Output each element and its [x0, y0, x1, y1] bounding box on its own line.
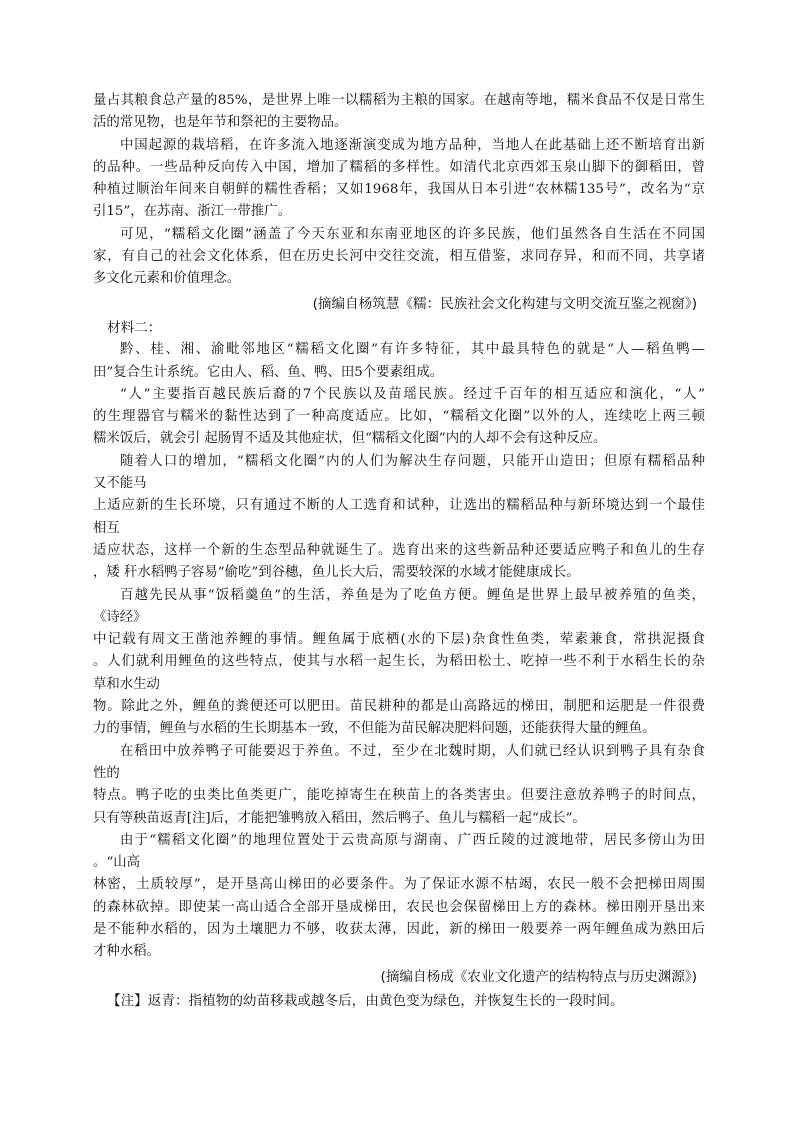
text-line: 的森林砍掉。即使某一高山适合全部开垦成梯田，农民也会保留梯田上方的森林。梯田刚开垦出来	[93, 899, 705, 915]
text-line: ，矮 秆水稻鸭子容易“偷吃”到谷穗，鱼儿长大后，需要较深的水域才能健康成长。	[93, 565, 580, 581]
document-body	[93, 90, 705, 1012]
text-line: 的生理器官与糯米的黏性达到了一种高度适应。比如，“糯稻文化圈”以外的人，连续吃上两三顿	[93, 409, 705, 425]
text-line: 多文化元素和价值理念。	[93, 271, 241, 287]
text-line: 随着人口的增加，“糯稻文化圈”内的人们为解决生存问题，只能开山造田；但原有糯稻品种	[120, 453, 705, 469]
text-line: 是不能种水稻的，因为土壤肥力不够，收获太薄，因此，新的梯田一般要养一两年鲤鱼成为熟田后	[93, 921, 705, 937]
text-line: 林密，土质较厚”，是开垦高山梯田的必要条件。为了保证水源不枯竭，农民一般不会把梯田周围	[93, 877, 705, 893]
text-line: (摘编自杨筑慧《糯：民族社会文化构建与文明交流互鉴之视窗》)	[312, 295, 697, 312]
text-line: 在稻田中放养鸭子可能要迟于养鱼。不过，至少在北魏时期，人们就已经认识到鸭子具有杂食	[120, 743, 705, 759]
text-line: 中国起源的栽培稻，在许多流入地逐渐演变成为地方品种，当地人在此基础上还不断培育出新	[120, 137, 705, 153]
text-line: 相互	[93, 520, 120, 536]
text-line: 草和水生动	[93, 676, 160, 692]
text-line: 适应状态，这样一个新的生态型品种就诞生了。选育出来的这些新品种还要适应鸭子和鱼儿的生存	[93, 542, 705, 558]
text-line: 由于“糯稻文化圈”的地理位置处于云贵高原与湖南、广西丘陵的过渡地带，居民多傍山为田	[120, 832, 705, 848]
text-line: 。人们就利用鲤鱼的这些特点，使其与水稻一起生长，为稻田松土、吃掉一些不利于水稻生长的杂	[93, 654, 705, 670]
text-line: 力的事情，鲤鱼与水稻的生长期基本一致，不但能为苗民解决肥料问题，还能获得大量的鲤鱼。	[93, 721, 656, 737]
text-line: 上适应新的生长环境，只有通过不断的人工选育和试种，让选出的糯稻品种与新环境达到一个最佳	[93, 498, 705, 514]
text-line: 才种水稻。	[93, 944, 160, 960]
text-line: 只有等秧苗返青[注]后，才能把雏鸭放入稻田，然后鸭子、鱼儿与糯稻一起“成长”。	[93, 810, 586, 826]
text-line: “人”主要指百越民族后裔的7个民族以及苗瑶民族。经过千百年的相互适应和演化，“人”	[120, 386, 705, 402]
text-line: 百越先民从事“饭稻羹鱼”的生活，养鱼是为了吃鱼方便。鲤鱼是世界上最早被养殖的鱼类，	[120, 587, 705, 603]
text-line: 。“山高	[93, 855, 141, 871]
text-line: 【注】返青：指植物的幼苗移栽或越冬后，由黄色变为绿色，并恢复生长的一段时间。	[107, 992, 624, 1009]
text-line: 特点。鸭子吃的虫类比鱼类更广，能吃掉寄生在秧苗上的各类害虫。但要注意放养鸭子的时间点，	[93, 788, 705, 804]
text-line: (摘编自杨成《农业文化遗产的结构特点与历史渊源》)	[380, 968, 697, 985]
text-line: 活的常见物，也是年节和祭祀的主要物品。	[93, 115, 348, 131]
text-line: 量占其粮食总产量的85%，是世界上唯一以糯稻为主粮的国家。在越南等地，糯米食品不仅是日常生	[93, 93, 705, 108]
text-line: 性的	[93, 765, 120, 781]
text-line: 引15”，在苏南、浙江一带推广。	[93, 204, 291, 220]
text-line: 种植过顺治年间来自朝鲜的糯性香稻；又如1968年，我国从日本引进“农林糯135号”，改名为“京	[93, 182, 705, 198]
text-line: 黔、桂、湘、渝毗邻地区“糯稻文化圈”有许多特征，其中最具特色的就是“人—稻鱼鸭—	[120, 342, 705, 358]
text-line: 材料二：	[107, 319, 162, 336]
text-line: 中记载有周文王凿池养鲤的事情。鲤鱼属于底栖(水的下层)杂食性鱼类，荤素兼食，常拱泥摄食	[93, 632, 705, 648]
text-line: 物。除此之外，鲤鱼的粪便还可以肥田。苗民耕种的都是山高路远的梯田，制肥和运肥是一件很费	[93, 699, 705, 715]
text-line: 田”复合生计系统。它由人、稻、鱼、鸭、田5个要素组成。	[93, 364, 444, 380]
text-line: 《诗经》	[93, 609, 147, 625]
text-line: 的品种。一些品种反向传入中国，增加了糯稻的多样性。如清代北京西郊玉泉山脚下的御稻田，曾	[93, 159, 705, 175]
text-line: 可见，“糯稻文化圈”涵盖了今天东亚和东南亚地区的许多民族，他们虽然各自生活在不同国	[120, 226, 705, 242]
text-line: 又不能马	[93, 476, 147, 492]
text-line: 糯米饭后，就会引 起肠胃不适及其他症状，但“糯稻文化圈”内的人却不会有这种反应。	[93, 431, 607, 447]
text-line: 家，有自己的社会文化体系，但在历史长河中交往交流，相互借鉴，求同存异，和而不同，共享诸	[93, 249, 705, 265]
